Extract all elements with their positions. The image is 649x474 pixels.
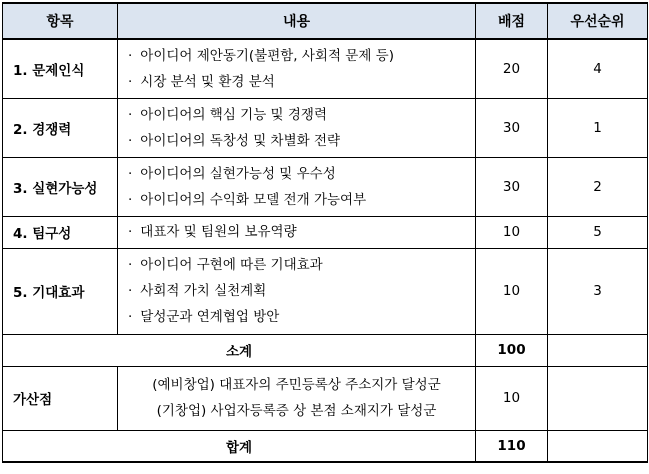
total-score: 110 [476, 430, 548, 462]
table-row [3, 39, 648, 98]
row-priority: 1 [548, 98, 648, 157]
table-row [3, 98, 648, 157]
bonus-priority [548, 366, 648, 430]
row-category: 4. 팀구성 [3, 216, 118, 248]
row-category: 2. 경쟁력 [3, 98, 118, 157]
list-item: · 아이디어의 독창성 및 차별화 전략 [128, 132, 341, 149]
list-item: · 아이디어의 수익화 모델 전개 가능여부 [128, 191, 367, 208]
list-item: · 대표자 및 팀원의 보유역량 [128, 224, 297, 240]
row-score: 30 [476, 98, 548, 157]
table-row [3, 157, 648, 216]
list-item: · 아이디어의 핵심 기능 및 경쟁력 [128, 106, 327, 123]
total-priority [548, 430, 648, 462]
header-content: 내용 [118, 3, 476, 39]
row-category: 5. 기대효과 [3, 248, 118, 334]
row-category: 3. 실현가능성 [3, 157, 118, 216]
bonus-content [118, 366, 476, 430]
header-priority: 우선순위 [548, 3, 648, 39]
row-content [118, 248, 476, 334]
row-score: 20 [476, 39, 548, 98]
row-priority: 2 [548, 157, 648, 216]
header-category: 항목 [3, 3, 118, 39]
list-item: · 시장 분석 및 환경 분석 [128, 73, 275, 90]
row-content [118, 98, 476, 157]
row-category: 1. 문제인식 [3, 39, 118, 98]
list-item: · 사회적 가치 실천계획 [128, 283, 267, 299]
list-item: · 아이디어의 실현가능성 및 우수성 [128, 165, 336, 182]
table-row [3, 216, 648, 248]
table-row [3, 248, 648, 334]
header-row [3, 3, 648, 39]
row-priority: 3 [548, 248, 648, 334]
row-score: 30 [476, 157, 548, 216]
header-score: 배점 [476, 3, 548, 39]
bonus-category: 가산점 [3, 366, 118, 430]
row-content [118, 216, 476, 248]
subtotal-label: 소계 [3, 334, 476, 366]
row-score: 10 [476, 216, 548, 248]
list-item: (기창업) 사업자등록증 상 본점 소재지가 달성군 [156, 403, 437, 419]
list-item: · 아이디어 구현에 따른 기대효과 [128, 257, 323, 273]
total-label: 합계 [3, 430, 476, 462]
bonus-score: 10 [476, 366, 548, 430]
list-item: · 달성군과 연계협업 방안 [128, 309, 280, 325]
total-row [3, 430, 648, 462]
list-item: · 아이디어 제안동기(불편함, 사회적 문제 등) [128, 47, 394, 64]
bonus-row [3, 366, 648, 430]
row-content [118, 157, 476, 216]
list-item: (예비창업) 대표자의 주민등록상 주소지가 달성군 [152, 377, 441, 393]
row-priority: 5 [548, 216, 648, 248]
subtotal-score: 100 [476, 334, 548, 366]
row-content [118, 39, 476, 98]
row-score: 10 [476, 248, 548, 334]
evaluation-table [2, 2, 648, 463]
subtotal-row [3, 334, 648, 366]
subtotal-priority [548, 334, 648, 366]
row-priority: 4 [548, 39, 648, 98]
